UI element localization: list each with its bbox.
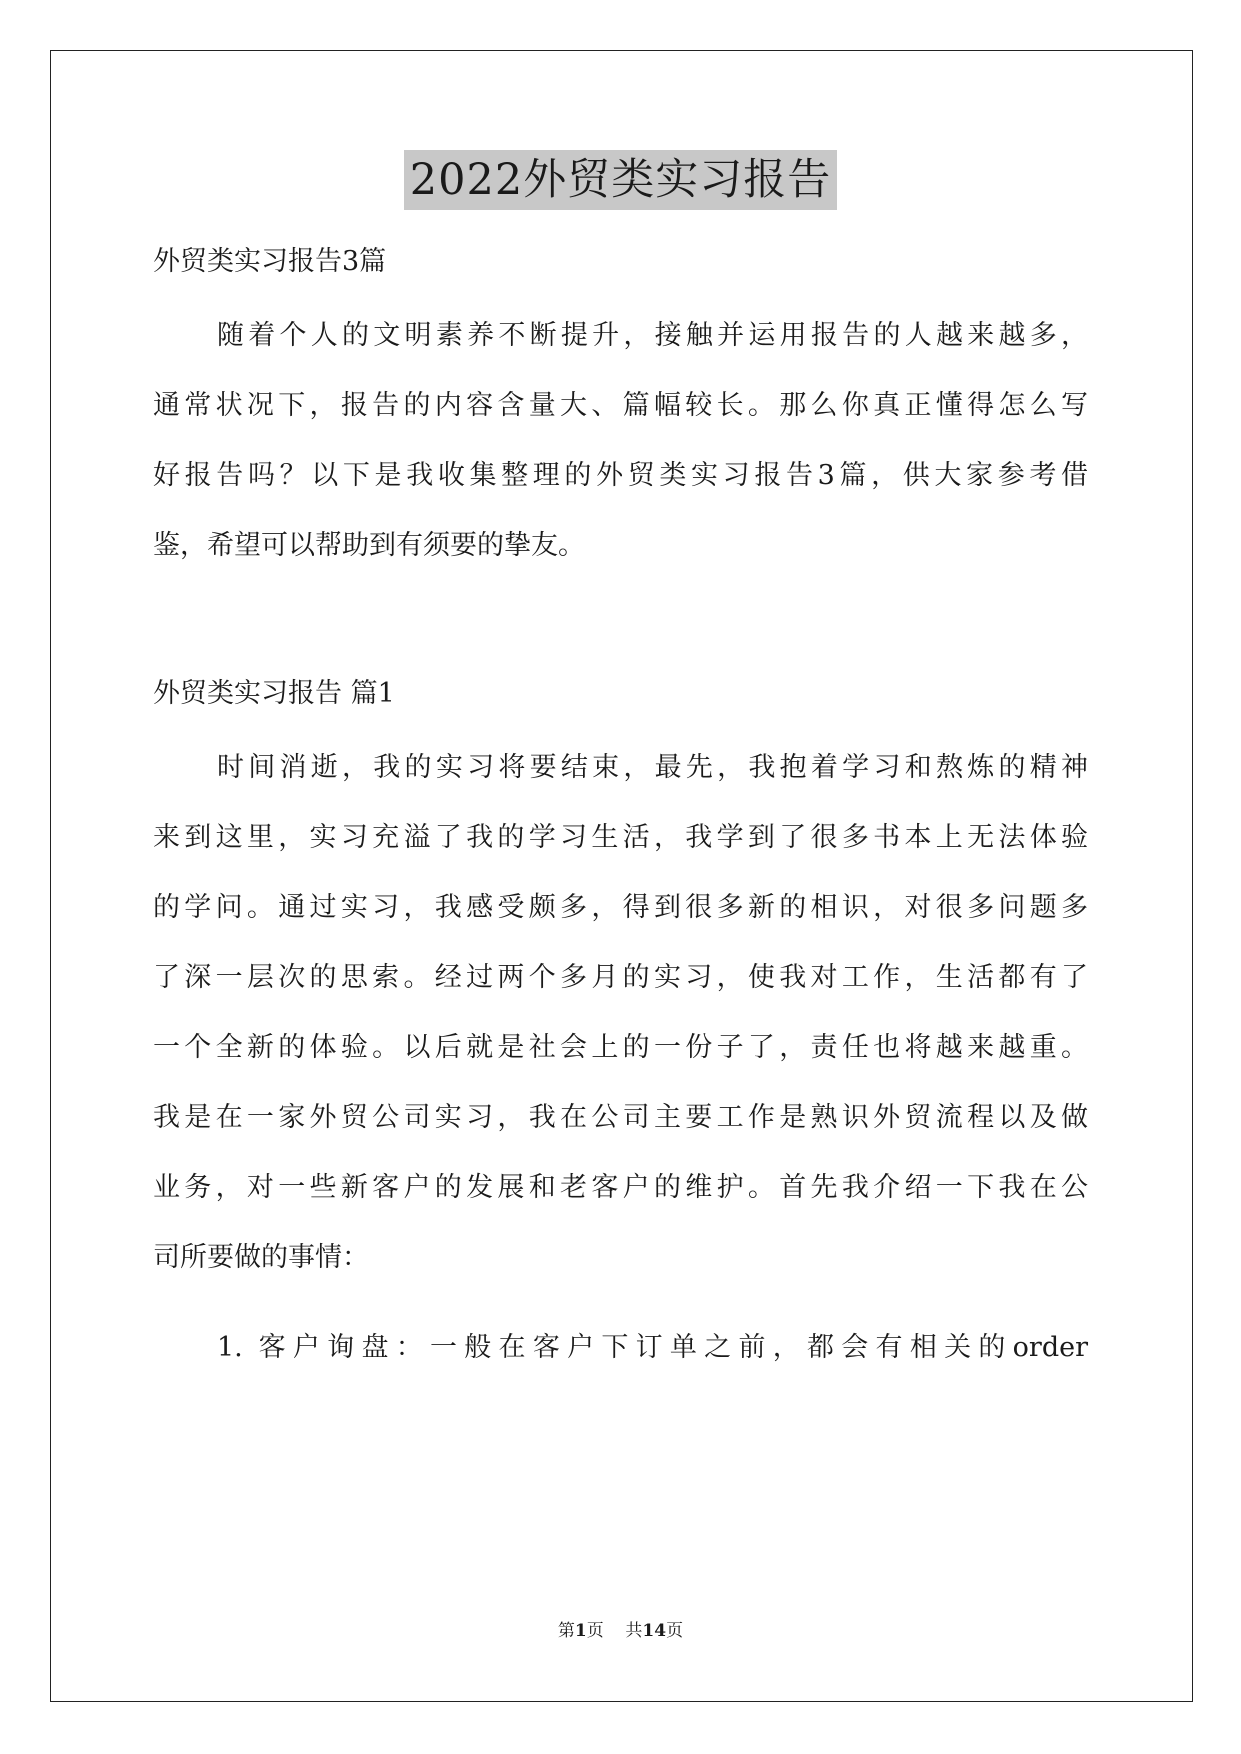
- body-line: 司所要做的事情：: [153, 1242, 369, 1273]
- total-suffix: 页: [666, 1621, 684, 1641]
- page-prefix: 第: [557, 1621, 575, 1641]
- page-number: 1: [574, 1621, 587, 1641]
- document-title: 2022外贸类实习报告: [404, 150, 837, 210]
- body-line: 来到这里，实习充溢了我的学习生活，我学到了很多书本上无法体验: [153, 822, 1088, 853]
- body-line: 我是在一家外贸公司实习，我在公司主要工作是熟识外贸流程以及做: [153, 1102, 1088, 1133]
- page-footer: [0, 1620, 1241, 1642]
- intro-line: 通常状况下，报告的内容含量大、篇幅较长。那么你真正懂得怎么写: [153, 390, 1088, 421]
- body-line: 的学问。通过实习，我感受颇多，得到很多新的相识，对很多问题多: [153, 892, 1088, 923]
- body-line: 了深一层次的思索。经过两个多月的实习，使我对工作，生活都有了: [153, 962, 1088, 993]
- list-item: 1. 客户询盘：一般在客户下订单之前，都会有相关的order: [217, 1332, 1088, 1363]
- document-subtitle: 外贸类实习报告3篇: [153, 246, 387, 277]
- body-line: 时间消逝，我的实习将要结束，最先，我抱着学习和熬炼的精神: [217, 752, 1088, 783]
- intro-line: 鉴，希望可以帮助到有须要的挚友。: [153, 530, 585, 561]
- intro-line: 随着个人的文明素养不断提升，接触并运用报告的人越来越多，: [217, 320, 1088, 351]
- total-prefix: 共: [625, 1621, 643, 1641]
- intro-line: 好报告吗？以下是我收集整理的外贸类实习报告3篇，供大家参考借: [153, 460, 1088, 491]
- total-pages: 14: [642, 1621, 667, 1641]
- page-suffix: 页: [586, 1621, 604, 1641]
- page-border: [50, 50, 1193, 1702]
- body-line: 一个全新的体验。以后就是社会上的一份子了，责任也将越来越重。: [153, 1032, 1088, 1063]
- section-heading: 外贸类实习报告 篇1: [153, 678, 395, 709]
- title-container: [0, 150, 1241, 210]
- body-line: 业务，对一些新客户的发展和老客户的维护。首先我介绍一下我在公: [153, 1172, 1088, 1203]
